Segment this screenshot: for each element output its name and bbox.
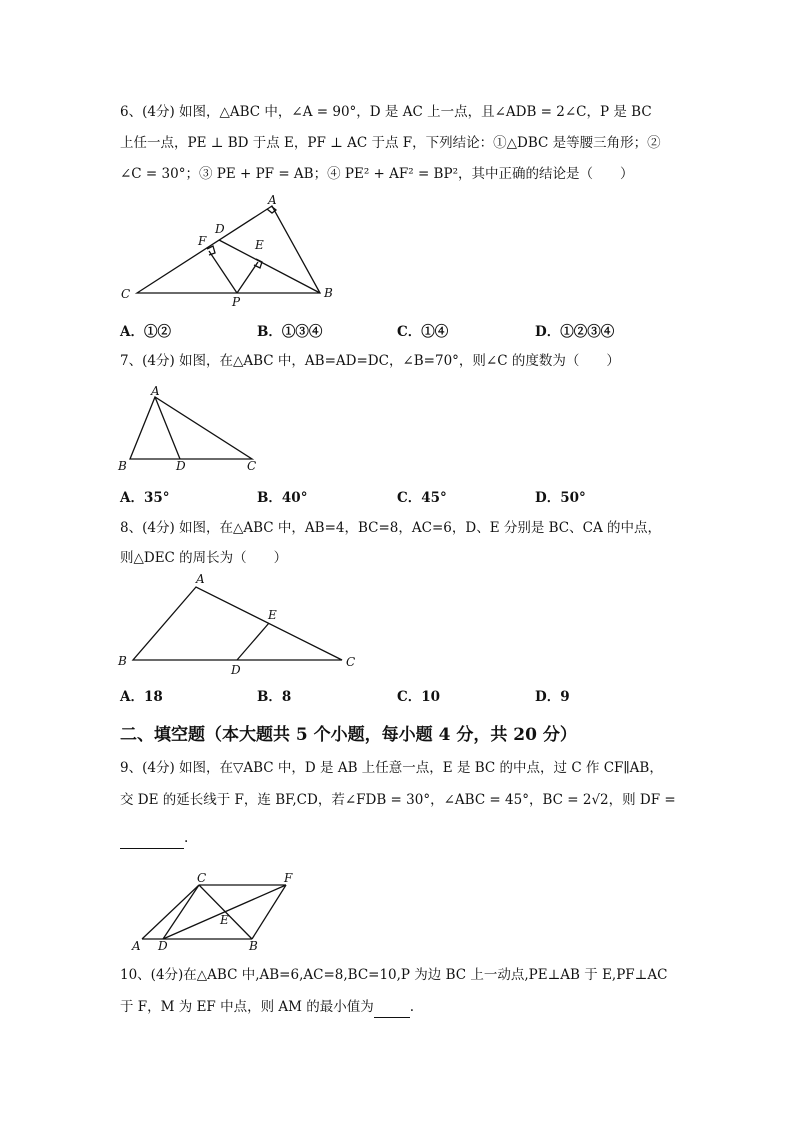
q9-label-a: A <box>132 939 141 953</box>
q10-line-2 <box>120 997 414 1018</box>
q7-option-a[interactable]: A．35° <box>120 490 170 506</box>
q6-line-1: 6、(4分) 如图，△ABC 中，∠A = 90°，D 是 AC 上一点，且∠ADB = 2∠C，P 是 BC <box>120 104 652 120</box>
q7-label-d: D <box>176 459 186 473</box>
segment-pe <box>237 262 258 293</box>
triangle-abc <box>133 587 342 660</box>
q6-label-a: A <box>268 193 277 207</box>
q6-label-f: F <box>198 234 207 248</box>
q9-blank-suffix: . <box>184 830 189 846</box>
q6-label-p: P <box>232 295 241 309</box>
q9-label-e: E <box>220 913 229 927</box>
q6-label-e: E <box>255 238 264 252</box>
q8-label-e: E <box>268 608 277 622</box>
q6-label-d: D <box>215 222 225 236</box>
q9-line-2: 交 DE 的延长线于 F，连 BF,CD，若∠FDB = 30°，∠ABC = 45°，BC = 2√2，则 DF = <box>120 792 676 808</box>
q6-option-a[interactable]: A．①② <box>120 324 171 340</box>
segment-de <box>237 623 269 660</box>
q8-label-a: A <box>196 572 205 586</box>
q9-label-b: B <box>249 939 258 953</box>
q9-label-d: D <box>158 939 168 953</box>
q8-option-b[interactable]: B．8 <box>257 689 292 705</box>
q10-answer-blank[interactable] <box>374 997 410 1018</box>
section-2-title: 二、填空题（本大题共 5 个小题，每小题 4 分，共 20 分） <box>120 725 577 745</box>
q9-line-1: 9、(4分) 如图，在▽ABC 中，D 是 AB 上任意一点，E 是 BC 的中点，过 C 作 CF∥AB， <box>120 760 663 776</box>
q10-blank-suffix: . <box>409 999 415 1015</box>
q7-options <box>120 486 680 506</box>
q8-options <box>120 685 680 705</box>
q7-label-c: C <box>247 459 257 473</box>
q8-option-a[interactable]: A．18 <box>120 689 163 705</box>
q8-label-d: D <box>231 663 241 677</box>
q7-option-c[interactable]: C．45° <box>397 490 447 506</box>
q7-label-b: B <box>118 459 127 473</box>
q9-label-c: C <box>197 871 207 885</box>
q8-line-1: 8、(4分) 如图，在△ABC 中，AB=4，BC=8，AC=6，D、E 分别是 BC、CA 的中点， <box>120 520 662 536</box>
q6-label-b: B <box>324 286 333 300</box>
q6-label-c: C <box>121 287 131 301</box>
q10-line-2-text: 于 F，M 为 EF 中点，则 AM 的最小值为 <box>120 999 374 1015</box>
q7-option-b[interactable]: B．40° <box>257 490 308 506</box>
q8-option-d[interactable]: D．9 <box>535 689 570 705</box>
q6-option-d[interactable]: D．①②③④ <box>535 324 615 340</box>
q8-label-c: C <box>346 655 356 669</box>
q6-option-c[interactable]: C．①④ <box>397 324 449 340</box>
q6-line-2: 上任一点，PE ⊥ BD 于点 E，PF ⊥ AC 于点 F，下列结论：①△DBC 是等腰三角形；② <box>120 135 661 151</box>
q8-figure <box>115 570 365 680</box>
triangle-abc <box>130 397 252 459</box>
q7-figure <box>115 383 265 473</box>
segment-ac <box>142 885 199 939</box>
q8-label-b: B <box>118 654 127 668</box>
q8-option-c[interactable]: C．10 <box>397 689 441 705</box>
q8-line-2: 则△DEC 的周长为（ ） <box>120 550 288 566</box>
q6-options <box>120 320 680 340</box>
q7-option-d[interactable]: D．50° <box>535 490 586 506</box>
segment-ad <box>155 397 180 459</box>
q6-option-b[interactable]: B．①③④ <box>257 324 323 340</box>
segment-pf <box>209 251 237 293</box>
q10-line-1: 10、(4分)在△ABC 中,AB=6,AC=8,BC=10,P 为边 BC 上一动点,PE⊥AB 于 E,PF⊥AC <box>120 967 668 983</box>
q6-figure <box>115 190 345 310</box>
q7-line-1: 7、(4分) 如图，在△ABC 中，AB=AD=DC，∠B=70°，则∠C 的度数为（ ） <box>120 353 620 369</box>
q9-answer-blank[interactable] <box>120 828 184 849</box>
q9-figure <box>125 868 305 956</box>
q6-line-3: ∠C = 30°；③ PE + PF = AB；④ PE² + AF² = BP²，其中正确的结论是（ ） <box>120 166 634 182</box>
q9-answer-line <box>120 828 188 849</box>
q9-label-f: F <box>284 871 293 885</box>
q7-label-a: A <box>151 384 160 398</box>
